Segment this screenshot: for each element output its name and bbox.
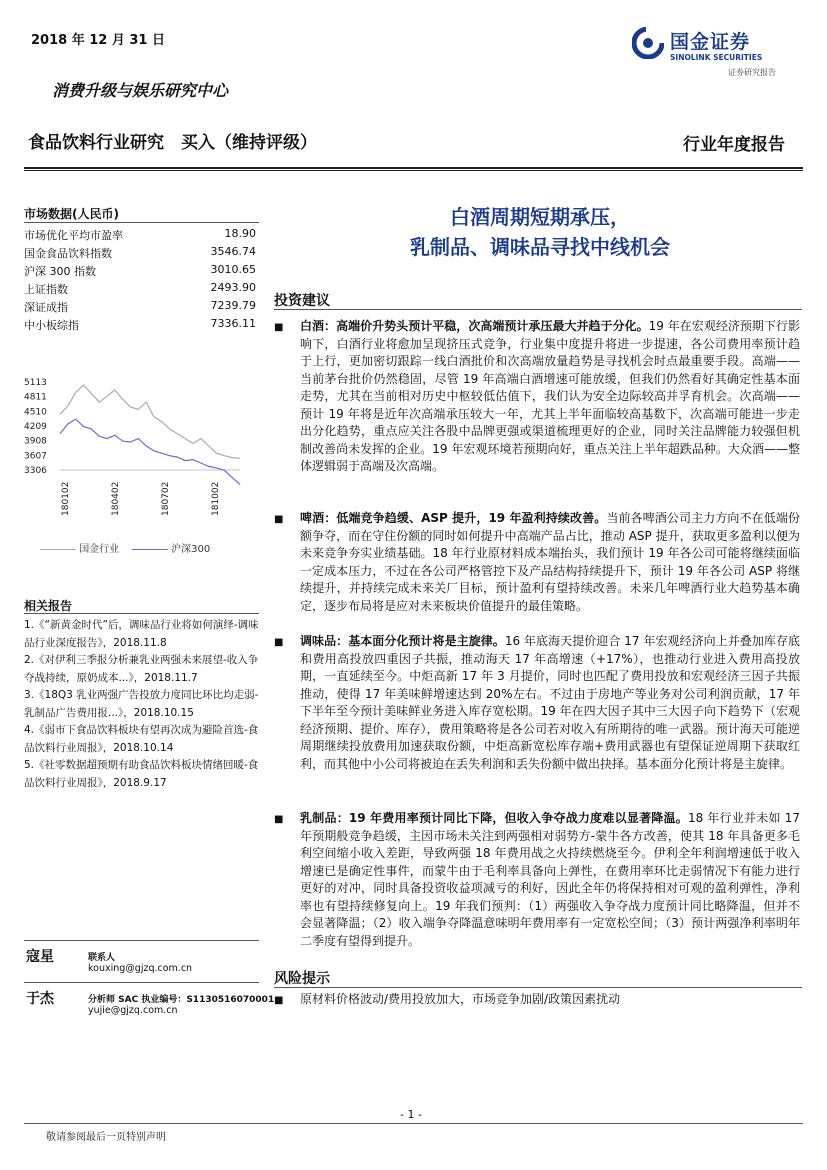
paragraph-condiment: 调味品：基本面分化预计将是主旋律。16 年底海天提价迎合 17 年宏观经济向上并叠加库存底和费用高投放四重因子共振，推动海天 17 年高增速（+17%），也推动行业进入费用高投放期，一直延续至今。中炬高新 17 年 3 月提价，同时也匹配了费用投放和宏观经济三因子共振推动，使得 17 年美味鲜增速达到 20%左右。不过由于房地产等业务对公司利润贡献，17 年下半年至今预计美味鲜业务进入库存宽松期。19 年在四大因子其中三大因子向下趋势下（宏观经济预期、提价、库存），费用策略将是各公司若对收入有所期待的唯一武器。预计海天可能逆周期继续投放费用加速获取份额，中炬高新宽松库存端+费用武器也有望保证逆周期下获取红利，而其他中小公司将被迫在丢失利润和丢失份额中做出抉择。基本面分化预计将是主旋律。 [300, 634, 800, 771]
report-date: 2018 年 12 月 31 日 [31, 33, 165, 48]
bullet-icon: ■ [274, 514, 284, 525]
logo-chinese-name: 国金证券 [670, 31, 751, 53]
disclaimer: 敬请参阅最后一页特别声明 [46, 1132, 166, 1143]
header-divider [24, 167, 803, 169]
risk-divider [274, 987, 802, 988]
analyst-name: 于杰 [26, 991, 54, 1007]
related-report-link[interactable]: 1.《“新黄金时代”后，调味品行业将如何演绎-调味品行业深度报告》，2018.11.8 [24, 619, 259, 649]
market-row: 沪深 300 指数 3010.65 [24, 263, 256, 278]
invest-divider [274, 309, 802, 310]
bullet-icon: ■ [274, 637, 284, 648]
report-type: 行业年度报告 [683, 135, 785, 155]
market-row: 国金食品饮料指数 3546.74 [24, 245, 256, 260]
research-center: 消费升级与娱乐研究中心 [52, 81, 229, 100]
headline-line1: 白酒周期短期承压， [450, 205, 630, 229]
market-row: 中小板综指 7336.11 [24, 317, 256, 332]
headline-line2: 乳制品、调味品寻找中线机会 [410, 235, 670, 259]
market-data-divider [24, 222, 259, 223]
related-report-link[interactable]: 3.《18Q3 乳业两强广告投放力度同比环比均走弱-乳制品广告费用报...》，2018.10.15 [24, 689, 259, 719]
risk-text: 原材料价格波动/费用投放加大，市场竞争加剧/政策因素扰动 [300, 992, 621, 1006]
analyst-divider [24, 982, 259, 983]
footer-divider [24, 1123, 803, 1124]
paragraph-beer: 啤酒：低端竞争趋缓、ASP 提升，19 年盈利持续改善。当前各啤酒公司主力方向不在低端份额争夺，而在守住份额的同时如何提升中高端产品占比，推动 ASP 提升，获取更多盈利以便为未来竞争夯实业绩基础。18 年行业原材料成本端抬头，我们预计 19 年各公司可能将继续面临一定成本压力，不过在各公司严格管控下及产品结构持续提升下，预计 19 年各公司 ASP 将继续提升，并持续完成未来关厂目标，预计盈利有望持续改善。未来几年啤酒行业大趋势基本确定，逐步布局将是应对未来板块价值提升的最佳策略。 [300, 511, 800, 613]
analyst-email[interactable]: kouxing@gjzq.com.cn [88, 963, 193, 974]
related-report-link[interactable]: 2.《对伊利三季报分析兼乳业两强未来展望-收入争夺战持续，原奶成本...》，2018.11.7 [24, 654, 259, 684]
x-tick-label: 180102 [61, 481, 71, 516]
paragraph-baijiu: 白酒：高端价升势头预计平稳，次高端预计承压最大并趋于分化。19 年在宏观经济预期下行影响下，白酒行业将愈加呈现挤压式竞争，行业集中度提升将进一步提速，各公司费用率预计趋于上行，更加密切跟踪一线白酒批价和次高端放量趋势是寻找机会时点最重要手段。高端——当前茅台批价仍然稳固，尽管 19 年高端白酒增速可能放缓，但我们仍然看好其确定性基本面走势，尤其在当前相对历史中枢较低估值下，我们认为安全边际较高并孚育机会。次高端——预计 19 年将是近年次高端承压较大一年，尤其上半年面临较高基数下，次高端可能进一步走出分化趋势，重点应关注各股中品牌更强或渠道梳理更好的企业，同时关注品牌能力较强但机制改善尚未发挥的企业。19 年宏观环境若预期向好，重点关注上半年超跌品种。大众酒——整体逻辑弱于高端及次高端。 [300, 319, 800, 473]
analyst-divider [24, 940, 259, 941]
related-reports-title: 相关报告 [24, 599, 73, 613]
x-tick-label: 180702 [161, 481, 171, 516]
logo-english-name: SINOLINK SECURITIES [670, 53, 763, 62]
analyst-role: 联系人 [88, 953, 116, 963]
x-tick-label: 181002 [211, 481, 221, 516]
paragraph-dairy: 乳制品：19 年费用率预计同比下降，但收入争夺战力度难以显著降温。18 年行业并未如 17 年预期般竞争趋缓，主因市场未关注到两强相对弱势方-蒙牛各方改善，使其 18 年具备更多毛利空间缩小收入差距，导致两强 18 年费用战之火持续燃烧至今。伊利全年利润增速低于收入增速已是确定性事件，而蒙牛由于毛利率具备向上弹性，在费用率环比走弱情况下有能力进行更好的对冲，同时具备投资收益项减亏的利好，因此全年仍将保持相对可观的盈利弹性，净利率也有望持续修复向上。19 年我们预判：（1）两强收入争夺战力度预计同比略降温，但并不会显著降温；（2）收入端争夺降温意味明年费用率有一定宽松空间；（3）预计两强净利率明年二季度有望得到提升。 [300, 811, 800, 948]
bullet-icon: ■ [274, 322, 284, 333]
y-tick-label: 3607 [24, 451, 47, 462]
company-logo [632, 25, 792, 80]
industry-rating: 食品饮料行业研究 买入（维持评级） [28, 133, 317, 153]
market-row: 深证成指 7239.79 [24, 299, 256, 314]
legend-swatch-hs300 [132, 549, 168, 550]
legend-label-industry: 国金行业 [79, 544, 120, 555]
y-tick-label: 4209 [24, 422, 47, 433]
x-tick-label: 180402 [111, 481, 121, 516]
market-row: 上证指数 2493.90 [24, 281, 256, 296]
bullet-icon: ■ [274, 814, 284, 825]
logo-subtitle: 证券研究报告 [728, 68, 776, 77]
analyst-email[interactable]: yujie@gjzq.com.cn [88, 1005, 178, 1016]
invest-advice-title: 投资建议 [274, 293, 330, 309]
legend-swatch-industry [40, 549, 76, 550]
page-number: - 1 - [400, 1108, 422, 1121]
chart-legend [40, 540, 210, 555]
y-tick-label: 3306 [24, 466, 47, 476]
related-report-link[interactable]: 4.《弱市下食品饮料板块有望再次成为避险首选-食品饮料行业周报》，2018.10.14 [24, 724, 259, 754]
risk-title: 风险提示 [274, 971, 330, 987]
y-tick-label: 4510 [24, 407, 47, 418]
related-report-link[interactable]: 5.《社零数据超预期有助食品饮料板块情绪回暖-食品饮料行业周报》，2018.9.17 [24, 759, 259, 789]
index-line-chart [22, 370, 262, 530]
header-divider-thin [24, 170, 803, 171]
market-data-title: 市场数据(人民币) [24, 207, 119, 221]
analyst-name: 寇星 [26, 949, 54, 965]
y-tick-label: 3908 [24, 436, 47, 447]
series-line-1 [60, 419, 240, 484]
y-tick-label: 5113 [24, 378, 47, 388]
related-divider [24, 613, 259, 614]
bullet-icon: ■ [274, 995, 284, 1006]
analyst-role: 分析师 SAC 执业编号：S1130516070001 [88, 995, 275, 1005]
legend-label-hs300: 沪深300 [171, 544, 211, 555]
series-line-0 [60, 385, 240, 458]
logo-mark-icon [632, 27, 664, 59]
y-tick-label: 4811 [24, 392, 47, 403]
market-row: 市场优化平均市盈率 18.90 [24, 227, 256, 242]
